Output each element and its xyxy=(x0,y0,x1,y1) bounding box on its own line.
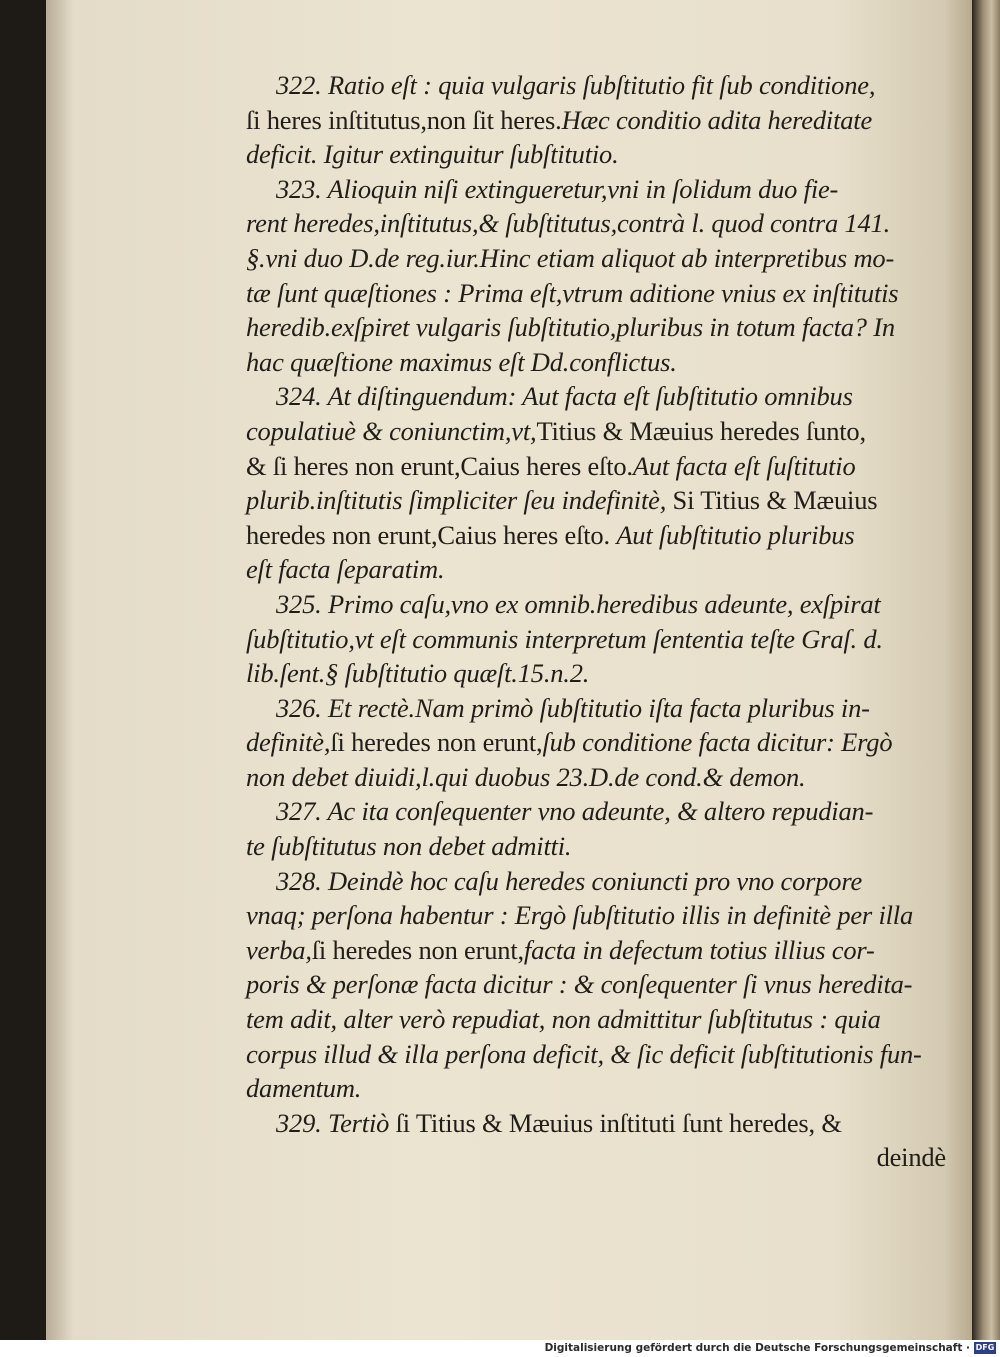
text-line xyxy=(246,725,946,760)
page-edge xyxy=(972,0,1000,1340)
text-segment: non debet diuidi,l.qui duobus 23.D.de cond.& demon. xyxy=(246,761,806,792)
text-segment: te ſubſtitutus non debet admitti. xyxy=(246,831,572,862)
text-segment: damentum. xyxy=(246,1073,362,1104)
text-segment: plurib.inſtitutis ſimpliciter ſeu indefinitè, xyxy=(246,485,667,516)
text-segment: ſub conditione facta dicitur: Ergò xyxy=(542,727,893,758)
text-line xyxy=(246,483,946,518)
text-segment: 323. Alioquin niſi extingueretur,vni in ſolidum duo fie- xyxy=(276,173,839,204)
text-segment: 327. Ac ita conſequenter vno adeunte, & altero repudian- xyxy=(276,796,874,827)
text-segment: Titius & Mæuius heredes ſunto, xyxy=(536,415,866,446)
text-segment: Aut facta eſt ſuſtitutio xyxy=(632,450,856,481)
text-segment: Si Titius & Mæuius xyxy=(666,485,878,516)
text-segment: corpus illud & illa perſona deficit, & ſic deficit ſubſtitutionis fun- xyxy=(246,1038,922,1069)
text-segment: eſt facta ſeparatim. xyxy=(246,554,445,585)
text-line xyxy=(246,449,946,484)
text-segment: lib.ſent.§ ſubſtitutio quæſt.15.n.2. xyxy=(246,658,590,689)
text-line xyxy=(246,656,946,691)
text-segment: & ſi heres non erunt,Caius heres eſto. xyxy=(246,450,633,481)
text-line xyxy=(246,137,946,172)
text-line xyxy=(246,1071,946,1106)
text-segment: ſi heredes non erunt, xyxy=(330,727,543,758)
text-segment: tæ ſunt quæſtiones : Prima eſt,vtrum aditione vnius ex inſtitutis xyxy=(246,277,899,308)
text-line xyxy=(246,345,946,380)
text-segment: heredes non erunt,Caius heres eſto. xyxy=(246,519,617,550)
text-segment: copulatiuè & coniunctim,vt, xyxy=(246,415,537,446)
text-segment: ſi heres inſtitutus,non ſit heres. xyxy=(246,104,562,135)
text-segment: verba, xyxy=(246,934,312,965)
footer-bar xyxy=(0,1340,1000,1357)
text-line xyxy=(246,103,946,138)
text-line xyxy=(246,691,946,726)
text-segment: 329. Tertiò xyxy=(276,1107,396,1138)
text-line xyxy=(246,622,946,657)
text-line xyxy=(246,898,946,933)
text-segment: Aut ſubſtitutio pluribus xyxy=(616,519,855,550)
text-line xyxy=(246,379,946,414)
text-line xyxy=(246,172,946,207)
text-line xyxy=(246,518,946,553)
text-line xyxy=(246,829,946,864)
body-text xyxy=(246,68,946,1175)
text-segment: 326. Et rectè.Nam primò ſubſtitutio iſta facta pluribus in- xyxy=(276,692,870,723)
text-line xyxy=(246,206,946,241)
text-line xyxy=(246,933,946,968)
text-segment: §.vni duo D.de reg.iur.Hinc etiam aliquot ab interpretibus mo- xyxy=(246,242,895,273)
text-segment: heredib.exſpiret vulgaris ſubſtitutio,pluribus in totum facta? In xyxy=(246,312,895,343)
text-line xyxy=(246,1106,946,1141)
text-segment: rent heredes,inſtitutus,& ſubſtitutus,contrà l. quod contra 141. xyxy=(246,208,891,239)
text-line xyxy=(246,1037,946,1072)
text-segment: deficit. Igitur extinguitur ſubſtitutio. xyxy=(246,139,619,170)
text-line xyxy=(246,310,946,345)
text-line xyxy=(246,276,946,311)
text-segment: 324. At diſtinguendum: Aut facta eſt ſubſtitutio omnibus xyxy=(276,381,853,412)
text-segment: 328. Deindè hoc caſu heredes coniuncti pro vno corpore xyxy=(276,865,863,896)
text-segment: hac quæſtione maximus eſt Dd.conflictus. xyxy=(246,346,677,377)
text-line xyxy=(246,68,946,103)
text-line xyxy=(246,794,946,829)
text-segment: ſi heredes non erunt, xyxy=(311,934,524,965)
text-segment: vnaq; perſona habentur : Ergò ſubſtitutio illis in definitè per illa xyxy=(246,900,914,931)
dfg-logo: DFG xyxy=(975,1343,995,1352)
text-segment: 322. Ratio eſt : quia vulgaris ſubſtitutio fit ſub conditione, xyxy=(276,70,876,100)
text-segment: deindè xyxy=(876,1142,946,1173)
text-line xyxy=(246,760,946,795)
text-segment: tem adit, alter verò repudiat, non admittitur ſubſtitutus : quia xyxy=(246,1004,881,1035)
text-line xyxy=(246,414,946,449)
text-segment: ſi Titius & Mæuius inſtituti ſunt heredes, & xyxy=(395,1107,842,1138)
text-line xyxy=(246,587,946,622)
text-segment: 325. Primo caſu,vno ex omnib.heredibus adeunte, exſpirat xyxy=(276,588,881,619)
text-line xyxy=(246,864,946,899)
text-line xyxy=(246,967,946,1002)
text-line xyxy=(246,241,946,276)
text-segment: poris & perſonæ facta dicitur : & conſequenter ſi vnus heredita- xyxy=(246,969,913,1000)
text-line xyxy=(246,1140,946,1175)
text-line xyxy=(246,1002,946,1037)
text-segment: definitè, xyxy=(246,727,331,758)
text-segment: ſubſtitutio,vt eſt communis interpretum ſententia teſte Graſ. d. xyxy=(246,623,883,654)
text-line xyxy=(246,552,946,587)
text-segment: facta in defectum totius illius cor- xyxy=(523,934,875,965)
text-segment: Hæc conditio adita hereditate xyxy=(561,104,873,135)
funding-credit: Digitalisierung gefördert durch die Deutsche Forschungsgemeinschaft · xyxy=(544,1342,970,1354)
